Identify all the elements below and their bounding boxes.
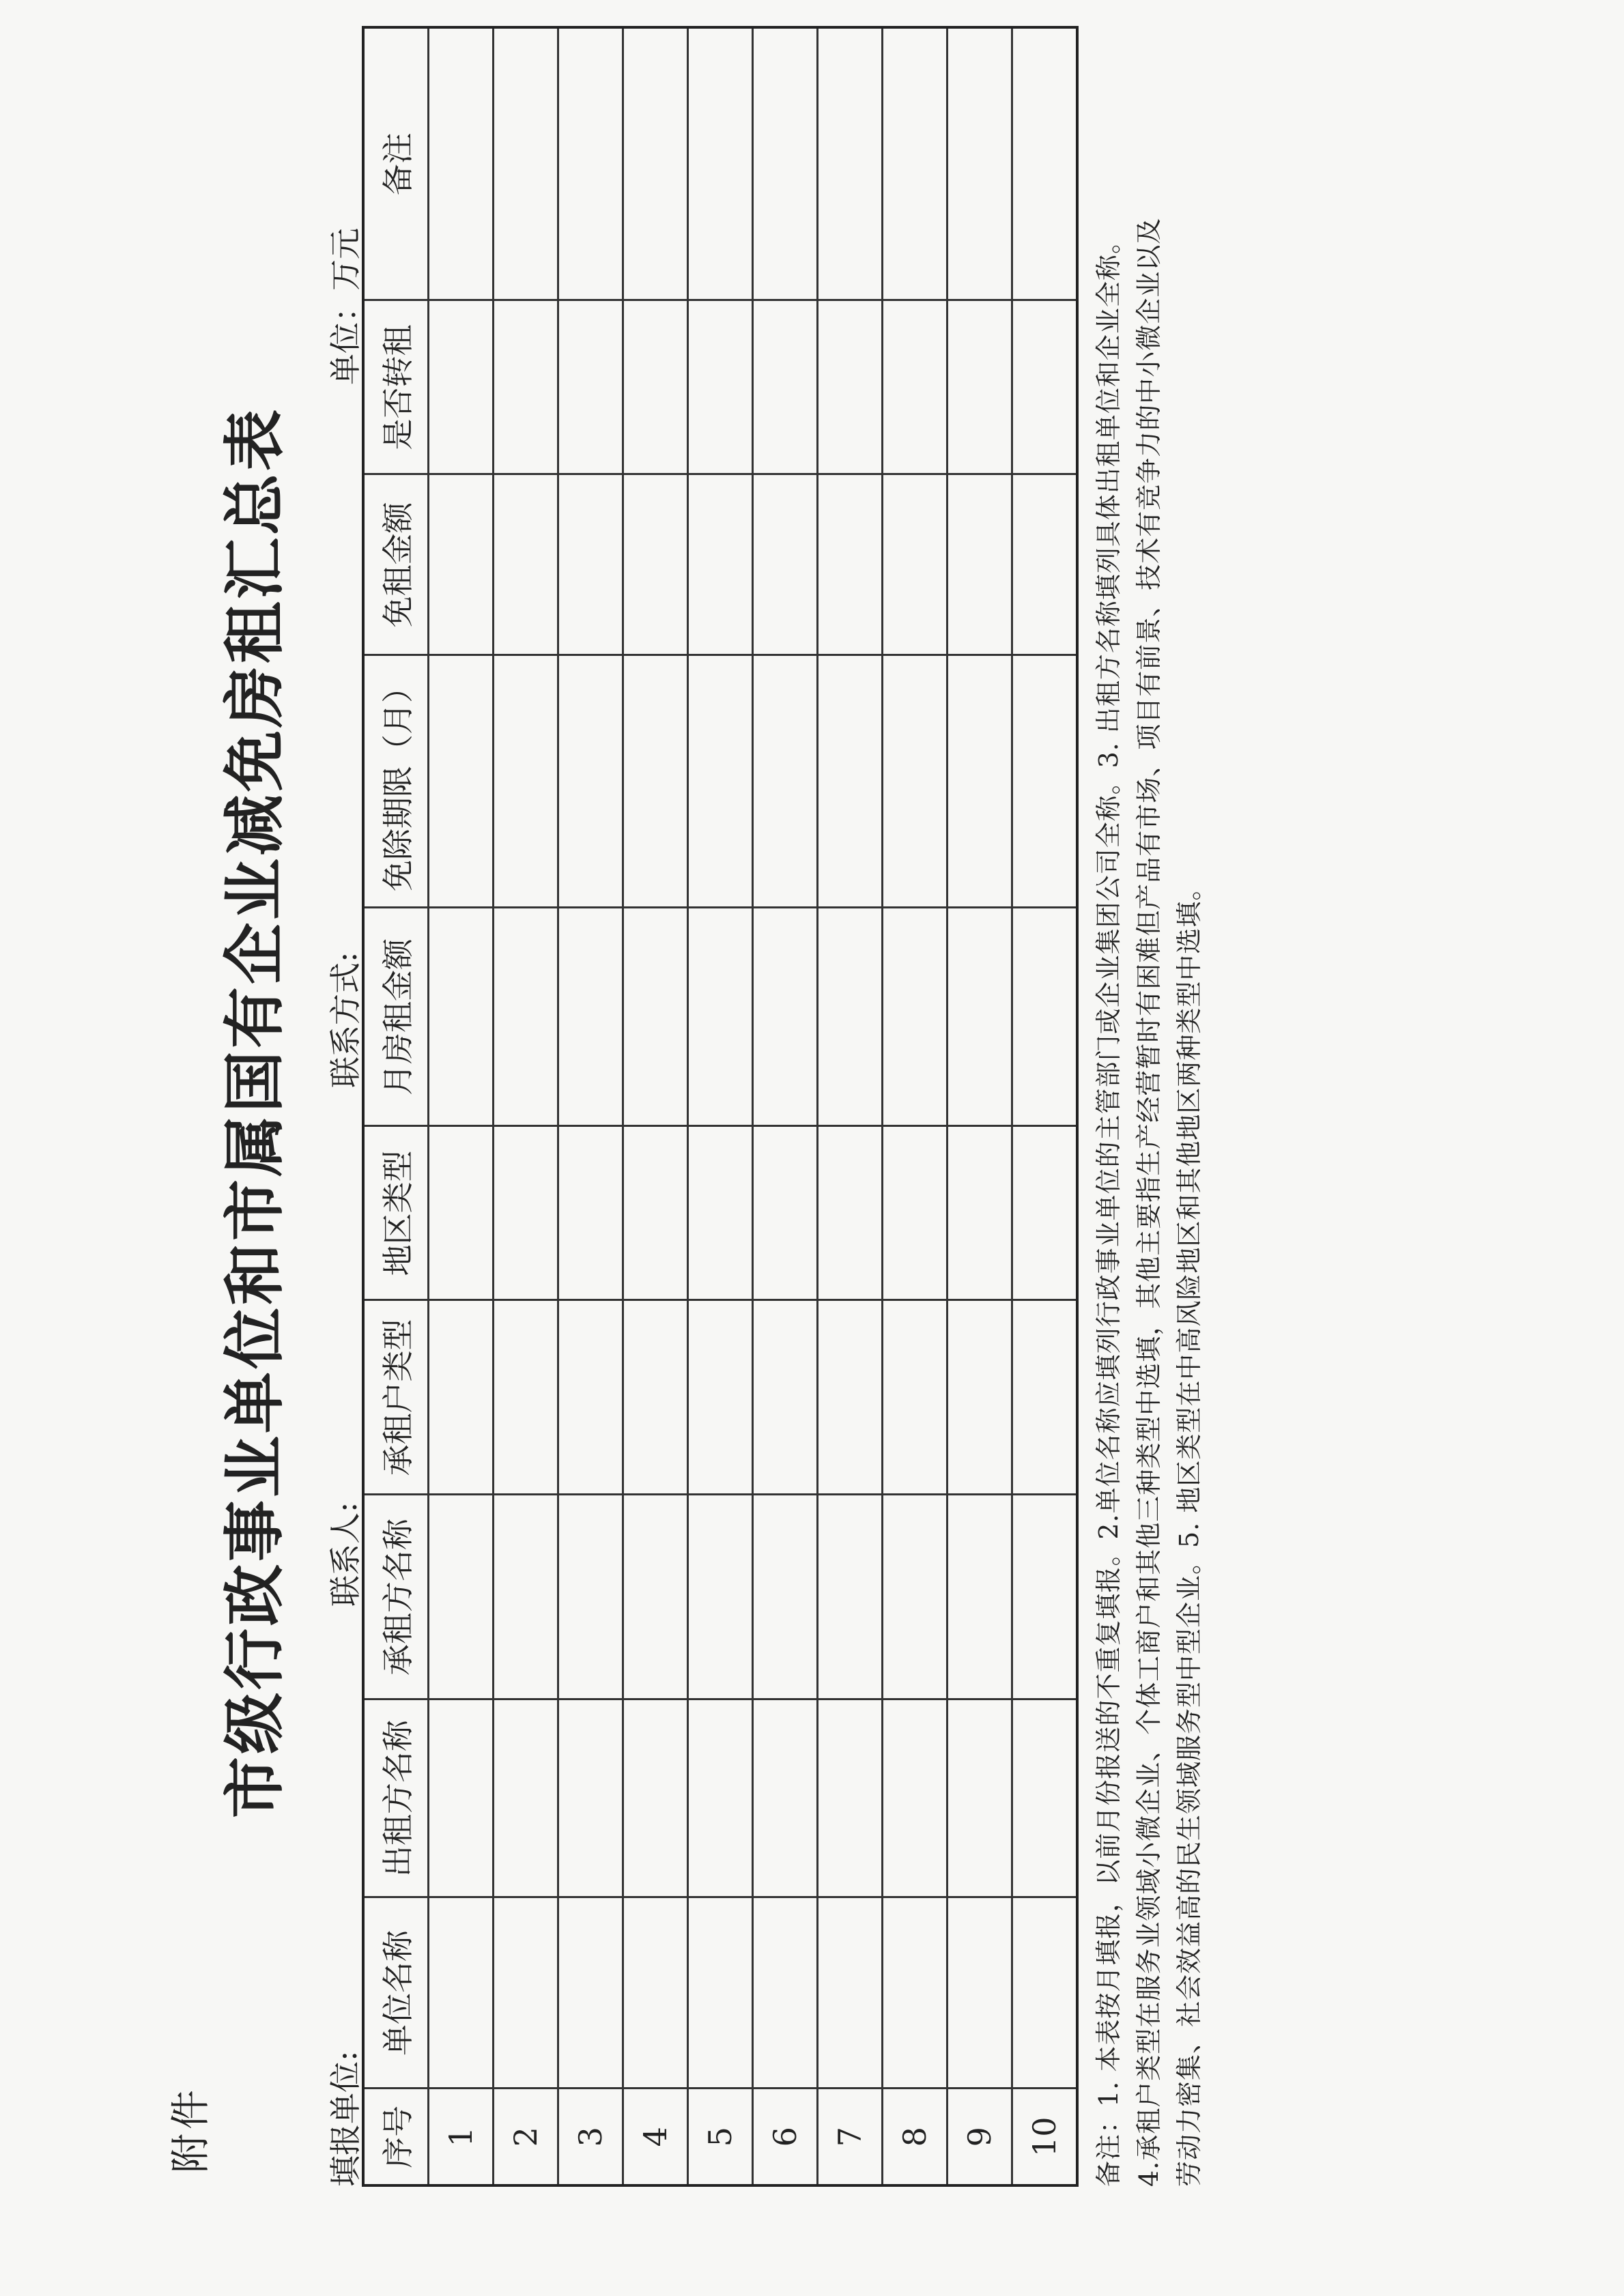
- notes-section: [1089, 16, 1210, 2187]
- table-cell: [494, 908, 558, 1126]
- contact-person-label: 联系人:: [327, 1502, 364, 1607]
- table-cell: [883, 27, 948, 300]
- table-row: [494, 27, 558, 2185]
- table-cell: [429, 1126, 494, 1300]
- table-cell: [494, 1897, 558, 2089]
- header-lessee-name: 承租方名称: [363, 1495, 429, 1699]
- table-cell: [948, 908, 1012, 1126]
- table-cell: [1012, 908, 1078, 1126]
- table-cell: [1012, 1126, 1078, 1300]
- attachment-label: 附件: [167, 2085, 214, 2173]
- row-index: 4: [623, 2089, 688, 2185]
- table-cell: [558, 300, 623, 474]
- table-cell: [1012, 27, 1078, 300]
- table-cell: [494, 1495, 558, 1699]
- table-cell: [948, 474, 1012, 655]
- table-cell: [688, 1699, 753, 1897]
- note-line: 4.承租户类型在服务业领域小微企业、个体工商户和其他三种类型中选填，其他主要指生产经营暂时有困难但产品有市场、项目有前景、技术有竞争力的中小微企业以及: [1134, 217, 1164, 2187]
- row-index: 6: [753, 2089, 818, 2185]
- table-cell: [558, 1126, 623, 1300]
- table-cell: [1012, 1699, 1078, 1897]
- table-cell: [558, 1495, 623, 1699]
- table-row: [753, 27, 818, 2185]
- unit-label: 单位：万元: [327, 228, 364, 385]
- header-index: 序号: [363, 2089, 429, 2185]
- table-cell: [1012, 300, 1078, 474]
- table-cell: [623, 655, 688, 908]
- row-index: 7: [818, 2089, 883, 2185]
- table-cell: [818, 474, 883, 655]
- table-cell: [948, 1897, 1012, 2089]
- table-cell: [494, 474, 558, 655]
- row-index: 5: [688, 2089, 753, 2185]
- table-cell: [494, 1300, 558, 1495]
- table-cell: [623, 908, 688, 1126]
- table-cell: [818, 1300, 883, 1495]
- table-cell: [494, 300, 558, 474]
- row-index: 10: [1012, 2089, 1078, 2185]
- reporter-label: 填报单位:: [327, 2050, 364, 2187]
- table-cell: [883, 1126, 948, 1300]
- table-cell: [818, 1495, 883, 1699]
- table-cell: [623, 1300, 688, 1495]
- row-index: 1: [429, 2089, 494, 2185]
- table-cell: [948, 655, 1012, 908]
- table-cell: [948, 1495, 1012, 1699]
- table-cell: [948, 1699, 1012, 1897]
- header-exemption-period: 免除期限（月）: [363, 655, 429, 908]
- table-cell: [753, 1300, 818, 1495]
- table-cell: [558, 1300, 623, 1495]
- row-index: 9: [948, 2089, 1012, 2185]
- table-cell: [1012, 474, 1078, 655]
- table-cell: [688, 300, 753, 474]
- table-row: [818, 27, 883, 2185]
- table-cell: [623, 1495, 688, 1699]
- note-line: 备注：1. 本表按月填报，以前月份报送的不重复填报。2.单位名称应填列行政事业单位的主管部门或企业集团公司全称。3. 出租方名称填列具体出租单位和企业全称。: [1094, 227, 1124, 2187]
- table-row: [429, 27, 494, 2185]
- table-cell: [688, 655, 753, 908]
- table-cell: [883, 1897, 948, 2089]
- table-cell: [883, 1699, 948, 1897]
- table-cell: [1012, 1897, 1078, 2089]
- table-cell: [429, 1300, 494, 1495]
- table-cell: [818, 1699, 883, 1897]
- summary-table: [362, 26, 1079, 2187]
- table-cell: [688, 1897, 753, 2089]
- table-row: [1012, 27, 1078, 2185]
- table-cell: [753, 1126, 818, 1300]
- table-cell: [753, 1699, 818, 1897]
- table-cell: [558, 27, 623, 300]
- table-cell: [1012, 1300, 1078, 1495]
- header-remarks: 备注: [363, 27, 429, 300]
- table-cell: [429, 1897, 494, 2089]
- table-cell: [818, 1897, 883, 2089]
- row-index: 8: [883, 2089, 948, 2185]
- table-row: [688, 27, 753, 2185]
- table-cell: [753, 300, 818, 474]
- table-cell: [494, 1699, 558, 1897]
- table-cell: [753, 474, 818, 655]
- table-cell: [688, 1300, 753, 1495]
- table-cell: [818, 1126, 883, 1300]
- table-cell: [883, 1495, 948, 1699]
- table-row: [623, 27, 688, 2185]
- header-exempt-amount: 免租金额: [363, 474, 429, 655]
- table-cell: [494, 27, 558, 300]
- table-cell: [558, 908, 623, 1126]
- table-cell: [623, 1897, 688, 2089]
- table-cell: [558, 474, 623, 655]
- table-cell: [623, 474, 688, 655]
- table-row: [558, 27, 623, 2185]
- header-sublet: 是否转租: [363, 300, 429, 474]
- table-cell: [688, 1495, 753, 1699]
- table-cell: [883, 474, 948, 655]
- table-cell: [883, 908, 948, 1126]
- table-cell: [818, 27, 883, 300]
- table-cell: [494, 1126, 558, 1300]
- table-row: [948, 27, 1012, 2185]
- table-cell: [494, 655, 558, 908]
- table-row: [883, 27, 948, 2185]
- table-cell: [1012, 1495, 1078, 1699]
- table-cell: [753, 1495, 818, 1699]
- page-title: 市级行政事业单位和市属国有企业减免房租汇总表: [218, 407, 291, 1818]
- table-cell: [753, 655, 818, 908]
- table-cell: [429, 655, 494, 908]
- table-cell: [883, 655, 948, 908]
- table-cell: [753, 908, 818, 1126]
- table-cell: [429, 27, 494, 300]
- table-cell: [753, 1897, 818, 2089]
- table-cell: [883, 300, 948, 474]
- table-cell: [1012, 655, 1078, 908]
- table-header-row: [363, 27, 429, 2185]
- header-region-type: 地区类型: [363, 1126, 429, 1300]
- table-cell: [753, 27, 818, 300]
- table-cell: [623, 27, 688, 300]
- table-cell: [948, 27, 1012, 300]
- header-unit-name: 单位名称: [363, 1897, 429, 2089]
- contact-method-label: 联系方式:: [327, 951, 364, 1088]
- table-cell: [429, 908, 494, 1126]
- table-cell: [818, 908, 883, 1126]
- header-lessee-type: 承租户类型: [363, 1300, 429, 1495]
- table-cell: [558, 1699, 623, 1897]
- row-index: 3: [558, 2089, 623, 2185]
- table-cell: [948, 1126, 1012, 1300]
- table-cell: [688, 1126, 753, 1300]
- table-cell: [948, 300, 1012, 474]
- table-cell: [688, 27, 753, 300]
- table-cell: [688, 474, 753, 655]
- note-line: 劳动力密集、社会效益高的民生领域服务型中型企业。5. 地区类型在中高风险地区和其他地区两种类型中选填。: [1174, 874, 1204, 2187]
- table-cell: [429, 300, 494, 474]
- table-cell: [623, 1126, 688, 1300]
- table-cell: [429, 1699, 494, 1897]
- table-body: [429, 27, 1078, 2185]
- table-cell: [818, 300, 883, 474]
- table-cell: [558, 655, 623, 908]
- table-cell: [429, 1495, 494, 1699]
- table-cell: [429, 474, 494, 655]
- table-cell: [883, 1300, 948, 1495]
- table-cell: [623, 300, 688, 474]
- table-cell: [623, 1699, 688, 1897]
- table-cell: [948, 1300, 1012, 1495]
- header-lessor-name: 出租方名称: [363, 1699, 429, 1897]
- row-index: 2: [494, 2089, 558, 2185]
- table-cell: [558, 1897, 623, 2089]
- header-monthly-rent: 月房租金额: [363, 908, 429, 1126]
- table-cell: [818, 655, 883, 908]
- table-cell: [688, 908, 753, 1126]
